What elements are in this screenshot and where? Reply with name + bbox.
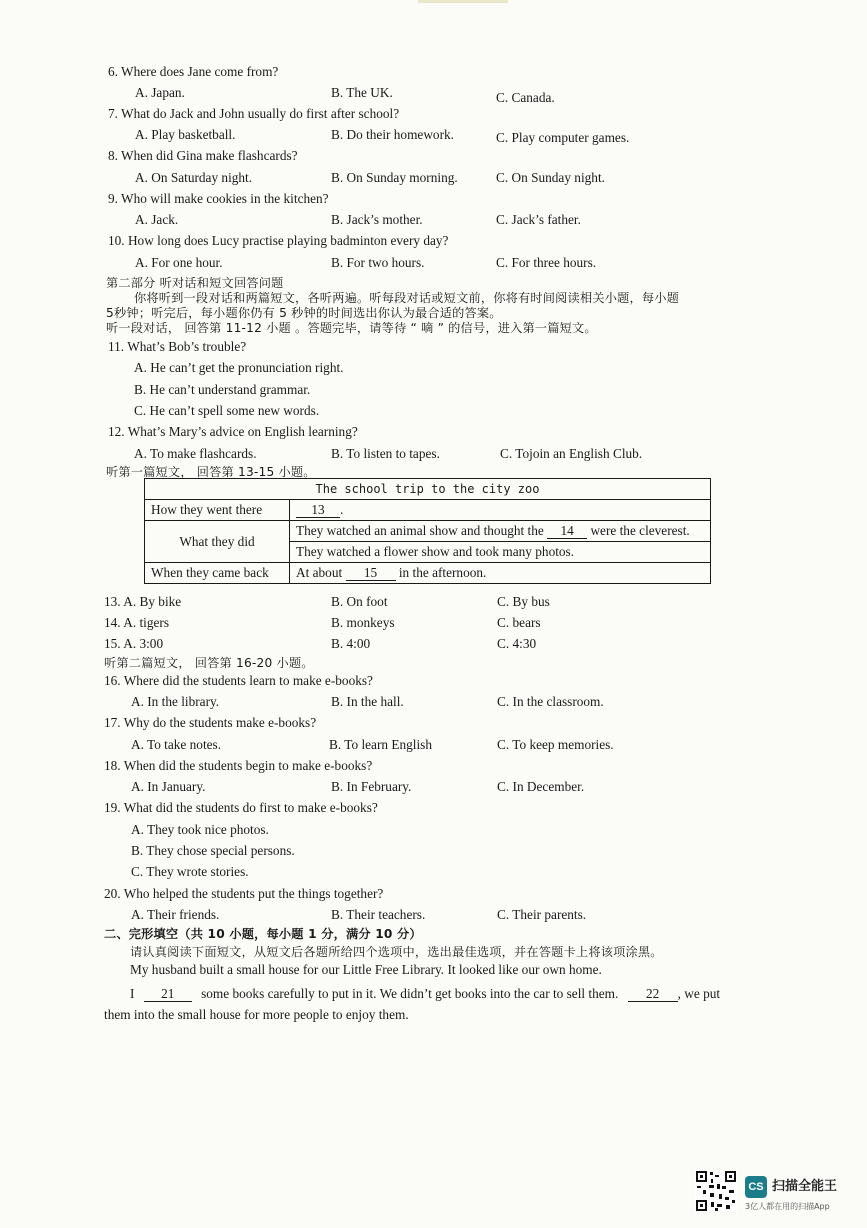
question-20-option-c: C. Their parents.	[497, 907, 587, 922]
scanner-tagline: 3亿人都在用的扫描App	[745, 1202, 830, 1211]
question-6-option-a: A. Japan.	[135, 85, 185, 100]
table-cell-what-2: They watched a flower show and took many photos.	[290, 542, 711, 563]
part2-instruction-line3: 听一段对话， 回答第 11-12 小题 。答题完毕，请等待 “ 嘀 ” 的信号，进入第一篇短文。	[106, 321, 597, 335]
cloze-title: 二、完形填空（共 10 小题，每小题 1 分，满分 10 分）	[104, 927, 422, 941]
question-11-option-c: C. He can’t spell some new words.	[134, 403, 320, 418]
question-20-option-b: B. Their teachers.	[331, 907, 426, 922]
scan-edge-mark	[418, 0, 508, 3]
question-11-option-a: A. He can’t get the pronunciation right.	[134, 360, 344, 375]
question-17-option-a: A. To take notes.	[131, 737, 222, 752]
question-12-option-c: C. Tojoin an English Club.	[500, 446, 643, 461]
question-14-option-b: B. monkeys	[331, 615, 395, 630]
passage1-label: 听第一篇短文， 回答第 13-15 小题。	[106, 465, 316, 479]
question-20-stem: 20. Who helped the students put the things together?	[104, 886, 384, 901]
question-7-option-c: C. Play computer games.	[496, 130, 630, 145]
question-12-stem: 12. What’s Mary’s advice on English learning?	[108, 424, 358, 439]
cloze-p2-middle: some books carefully to put in it. We didn’t get books into the car to sell them.	[201, 986, 619, 1001]
question-14-option-c: C. bears	[497, 615, 541, 630]
question-18-option-a: A. In January.	[131, 779, 206, 794]
question-14-option-a: 14. A. tigers	[104, 615, 170, 630]
zoo-trip-table	[144, 478, 711, 584]
question-19-option-c: C. They wrote stories.	[131, 864, 249, 879]
question-17-stem: 17. Why do the students make e-books?	[104, 715, 317, 730]
question-10-stem: 10. How long does Lucy practise playing badminton every day?	[108, 233, 449, 248]
question-15-option-a: 15. A. 3:00	[104, 636, 164, 651]
part2-title: 第二部分 听对话和短文回答问题	[106, 276, 284, 290]
table-header: The school trip to the city zoo	[145, 479, 711, 500]
passage2-label: 听第二篇短文， 回答第 16-20 小题。	[104, 656, 314, 670]
table-label-what: What they did	[145, 521, 290, 563]
question-18-option-b: B. In February.	[331, 779, 412, 794]
question-9-option-b: B. Jack’s mother.	[331, 212, 423, 227]
part2-instruction-line2: 5秒钟；听完后，每小题你仍有 5 秒钟的时间选出你认为最合适的答案。	[106, 306, 502, 320]
blank-14: 14	[547, 524, 587, 539]
question-19-stem: 19. What did the students do first to make e-books?	[104, 800, 378, 815]
cloze-instruction: 请认真阅读下面短文，从短文后各题所给四个选项中，选出最佳选项，并在答题卡上将该项涂黑。	[130, 945, 663, 959]
question-10-option-c: C. For three hours.	[496, 255, 597, 270]
question-13-option-b: B. On foot	[331, 594, 388, 609]
blank-22: 22	[628, 987, 678, 1002]
question-10-option-b: B. For two hours.	[331, 255, 425, 270]
cloze-paragraph-1: My husband built a small house for our Little Free Library. It looked like our own home.	[130, 962, 602, 977]
question-18-stem: 18. When did the students begin to make e-books?	[104, 758, 373, 773]
question-17-option-b: B. To learn English	[329, 737, 432, 752]
question-11-option-b: B. He can’t understand grammar.	[134, 382, 311, 397]
question-16-option-b: B. In the hall.	[331, 694, 404, 709]
blank-15: 15	[346, 566, 396, 581]
scanner-app-name: 扫描全能王	[772, 1179, 838, 1194]
question-8-option-b: B. On Sunday morning.	[331, 170, 458, 185]
question-16-option-c: C. In the classroom.	[497, 694, 604, 709]
question-8-option-c: C. On Sunday night.	[496, 170, 605, 185]
question-7-stem: 7. What do Jack and John usually do first after school?	[108, 106, 400, 121]
qr-code-icon	[695, 1170, 737, 1212]
part2-instruction-line1: 你将听到一段对话和两篇短文，各听两遍。听每段对话或短文前，你将有时间阅读相关小题，每小题	[134, 291, 680, 305]
scanner-logo-icon: CS	[745, 1176, 767, 1198]
table-label-when: When they came back	[145, 563, 290, 584]
cloze-p2-suffix: , we put	[677, 986, 721, 1001]
row3-suffix: in the afternoon.	[398, 565, 487, 580]
question-19-option-a: A. They took nice photos.	[131, 822, 269, 837]
blank-13: 13	[296, 503, 340, 518]
question-13-option-a: 13. A. By bike	[104, 594, 182, 609]
question-15-option-c: C. 4:30	[497, 636, 537, 651]
question-16-stem: 16. Where did the students learn to make e-books?	[104, 673, 373, 688]
row2a-suffix: were the cleverest.	[590, 523, 690, 538]
cloze-paragraph-2	[130, 986, 720, 1002]
question-18-option-c: C. In December.	[497, 779, 585, 794]
cloze-p2-prefix: I	[130, 986, 135, 1001]
question-13-option-c: C. By bus	[497, 594, 550, 609]
table-cell-how: 13 .	[290, 500, 711, 521]
table-cell-when	[290, 563, 711, 584]
table-cell-what-1	[290, 521, 711, 542]
row3-prefix: At about	[296, 565, 343, 580]
table-label-how: How they went there	[145, 500, 290, 521]
question-8-stem: 8. When did Gina make flashcards?	[108, 148, 298, 163]
question-6-option-b: B. The UK.	[331, 85, 393, 100]
question-7-option-a: A. Play basketball.	[135, 127, 236, 142]
question-12-option-b: B. To listen to tapes.	[331, 446, 440, 461]
question-9-option-c: C. Jack’s father.	[496, 212, 581, 227]
cloze-paragraph-3: them into the small house for more people to enjoy them.	[104, 1007, 409, 1022]
question-6-stem: 6. Where does Jane come from?	[108, 64, 279, 79]
question-17-option-c: C. To keep memories.	[497, 737, 614, 752]
question-20-option-a: A. Their friends.	[131, 907, 220, 922]
question-9-stem: 9. Who will make cookies in the kitchen?	[108, 191, 329, 206]
row2a-prefix: They watched an animal show and thought the	[296, 523, 544, 538]
question-7-option-b: B. Do their homework.	[331, 127, 454, 142]
question-19-option-b: B. They chose special persons.	[131, 843, 295, 858]
question-9-option-a: A. Jack.	[135, 212, 179, 227]
question-10-option-a: A. For one hour.	[135, 255, 223, 270]
blank-21: 21	[144, 987, 192, 1002]
question-6-option-c: C. Canada.	[496, 90, 555, 105]
question-8-option-a: A. On Saturday night.	[135, 170, 253, 185]
question-16-option-a: A. In the library.	[131, 694, 220, 709]
question-15-option-b: B. 4:00	[331, 636, 371, 651]
question-12-option-a: A. To make flashcards.	[134, 446, 257, 461]
question-11-stem: 11. What’s Bob’s trouble?	[108, 339, 247, 354]
